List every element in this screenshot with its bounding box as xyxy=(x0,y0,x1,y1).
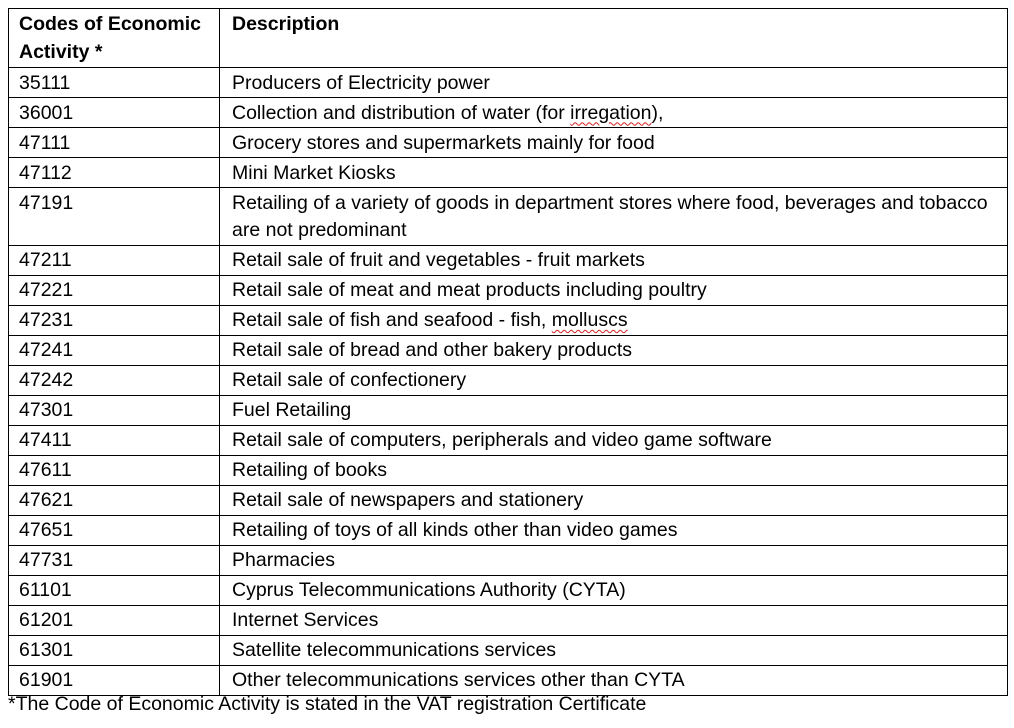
description-cell: Retail sale of bread and other bakery products xyxy=(220,335,1008,365)
description-cell: Retail sale of computers, peripherals and video game software xyxy=(220,425,1008,455)
footnote: *The Code of Economic Activity is stated in the VAT registration Certificate xyxy=(8,693,647,715)
code-cell: 47231 xyxy=(9,305,220,335)
code-cell: 35111 xyxy=(9,68,220,98)
table-row xyxy=(9,455,1008,485)
description-cell: Other telecommunications services other than CYTA xyxy=(220,665,1008,695)
code-cell: 47621 xyxy=(9,485,220,515)
code-cell: 47221 xyxy=(9,275,220,305)
code-cell: 61201 xyxy=(9,605,220,635)
code-cell: 47111 xyxy=(9,128,220,158)
table-row xyxy=(9,188,1008,246)
table-row xyxy=(9,68,1008,98)
code-cell: 47731 xyxy=(9,545,220,575)
description-cell: Retail sale of newspapers and stationery xyxy=(220,485,1008,515)
description-cell: Pharmacies xyxy=(220,545,1008,575)
description-cell: Fuel Retailing xyxy=(220,395,1008,425)
table-row xyxy=(9,515,1008,545)
spellcheck-word: molluscs xyxy=(551,309,628,331)
table-row xyxy=(9,545,1008,575)
table-header-row xyxy=(9,9,1008,68)
header-description: Description xyxy=(220,9,1008,68)
description-cell: Retail sale of confectionery xyxy=(220,365,1008,395)
table-row xyxy=(9,245,1008,275)
code-cell: 61101 xyxy=(9,575,220,605)
description-cell: Retail sale of fruit and vegetables - fruit markets xyxy=(220,245,1008,275)
table-row xyxy=(9,365,1008,395)
code-cell: 47241 xyxy=(9,335,220,365)
description-cell: Collection and distribution of water (for irregation), xyxy=(220,98,1008,128)
table-row xyxy=(9,335,1008,365)
table-row xyxy=(9,425,1008,455)
table-row xyxy=(9,575,1008,605)
description-cell: Grocery stores and supermarkets mainly for food xyxy=(220,128,1008,158)
code-cell: 47112 xyxy=(9,158,220,188)
description-cell: Producers of Electricity power xyxy=(220,68,1008,98)
code-cell: 47411 xyxy=(9,425,220,455)
description-cell: Retailing of a variety of goods in department stores where food, beverages and tobacco are not predominant xyxy=(220,188,1008,246)
table-row xyxy=(9,158,1008,188)
code-cell: 61301 xyxy=(9,635,220,665)
code-cell: 36001 xyxy=(9,98,220,128)
code-cell: 47211 xyxy=(9,245,220,275)
code-cell: 47651 xyxy=(9,515,220,545)
description-cell: Retail sale of fish and seafood - fish, molluscs xyxy=(220,305,1008,335)
code-cell: 47611 xyxy=(9,455,220,485)
description-cell: Retailing of books xyxy=(220,455,1008,485)
table-row xyxy=(9,305,1008,335)
code-cell: 47191 xyxy=(9,188,220,246)
code-cell: 47242 xyxy=(9,365,220,395)
code-cell: 47301 xyxy=(9,395,220,425)
table-row xyxy=(9,275,1008,305)
description-cell: Cyprus Telecommunications Authority (CYTA) xyxy=(220,575,1008,605)
description-cell: Mini Market Kiosks xyxy=(220,158,1008,188)
spellcheck-word: irregation xyxy=(570,101,652,124)
table-row xyxy=(9,98,1008,128)
table-row xyxy=(9,395,1008,425)
description-cell: Retail sale of meat and meat products including poultry xyxy=(220,275,1008,305)
header-codes: Codes of Economic Activity * xyxy=(9,9,220,68)
table-row xyxy=(9,485,1008,515)
code-cell: 61901 xyxy=(9,665,220,695)
description-cell: Internet Services xyxy=(220,605,1008,635)
description-cell: Satellite telecommunications services xyxy=(220,635,1008,665)
economic-activity-table xyxy=(8,8,1008,696)
description-cell: Retailing of toys of all kinds other than video games xyxy=(220,515,1008,545)
table-row xyxy=(9,128,1008,158)
table-row xyxy=(9,635,1008,665)
economic-activity-table-container xyxy=(8,8,1008,696)
table-row xyxy=(9,605,1008,635)
